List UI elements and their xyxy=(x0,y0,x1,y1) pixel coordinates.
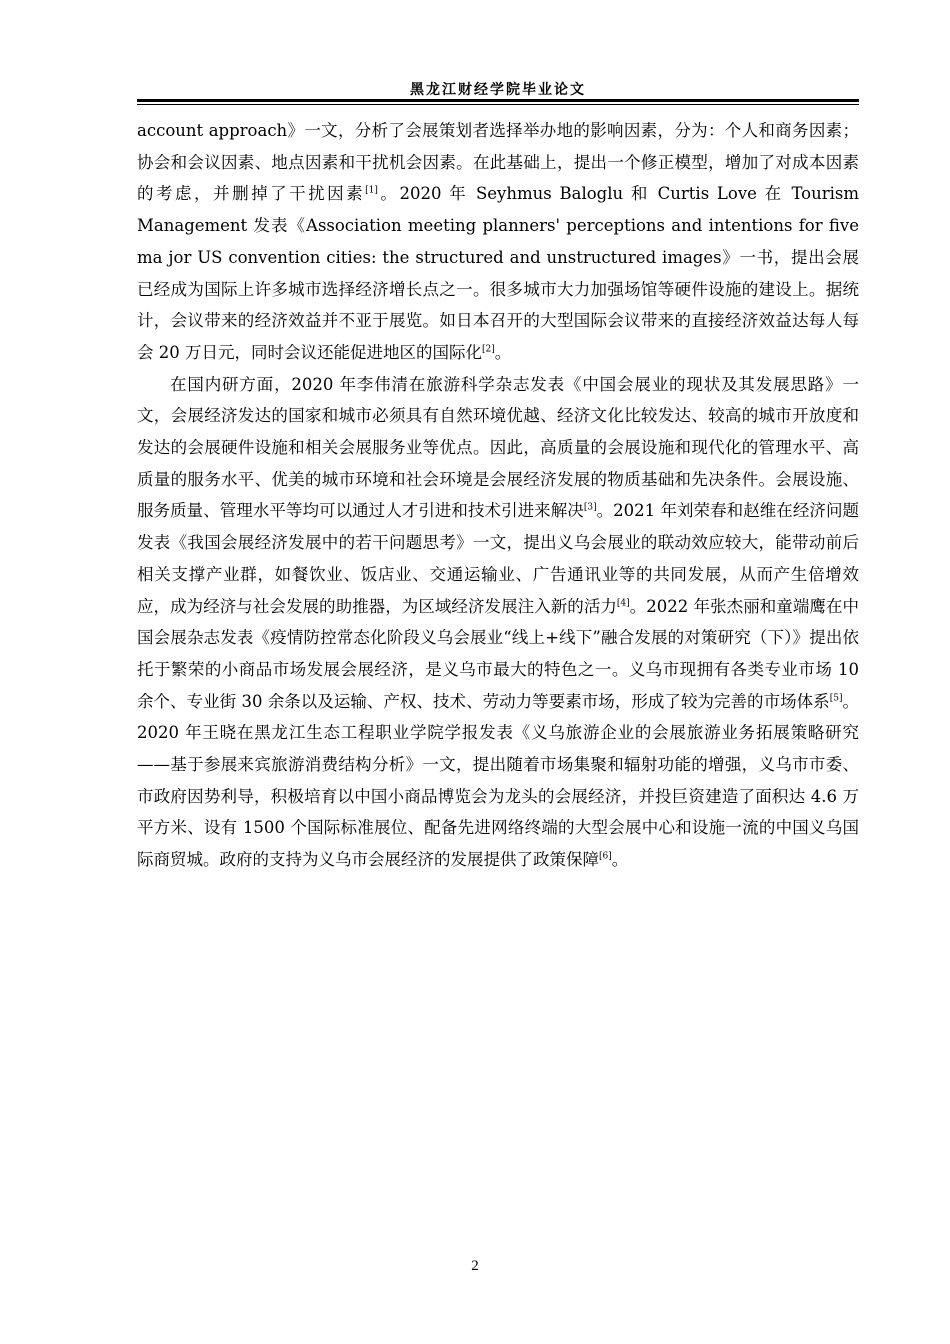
paragraph-text: 。 xyxy=(611,850,629,870)
paragraph-text: account approach》一文，分析了会展策划者选择举办地的影响因素，分为：个人和商务因素；协会和会议因素、地点因素和干扰机会因素。在此基础上，提出一个修正模型，增加了对成本因素的考虑，并删掉了干扰因素 xyxy=(137,121,859,204)
citation-reference: [2] xyxy=(482,344,495,355)
header-rule-thin xyxy=(137,104,859,105)
citation-reference: [4] xyxy=(616,598,630,609)
paragraph xyxy=(137,115,859,369)
header-rule-thick xyxy=(137,99,859,102)
citation-reference: [1] xyxy=(365,185,378,196)
paragraph-text: 。2020 年王晓在黑龙江生态工程职业学院学报发表《义乌旅游企业的会展旅游业务拓展策略研究——基于参展来宾旅游消费结构分析》一文，提出随着市场集聚和辐射功能的增强，义乌市市委、市政府因势利导，积极培育以中国小商品博览会为龙头的会展经济，并投巨资建造了面积达 4.6 万平方米、设有 1500 个国际标准展位、配备先进网络终端的大型会展中心和设施一流的中国义乌国际商贸城。政府的支持为义乌市会展经济的发展提供了政策保障 xyxy=(137,691,859,870)
paragraph-text: 在国内研方面，2020 年李伟清在旅游科学杂志发表《中国会展业的现状及其发展思路》一文，会展经济发达的国家和城市必须具有自然环境优越、经济文化比较发达、较高的城市开放度和发达的会展硬件设施和相关会展服务业等优点。因此，高质量的会展设施和现代化的管理水平、高质量的服务水平、优美的城市环境和社会环境是会展经济发展的物质基础和先决条件。会展设施、服务质量、管理水平等均可以通过人才引进和技术引进来解决 xyxy=(137,374,859,521)
page-header-title: 黑龙江财经学院毕业论文 xyxy=(410,82,586,98)
paragraph-text: 。2022 年张杰丽和童端鹰在中国会展杂志发表《疫情防控常态化阶段义乌会展业“线上+线下”融合发展的对策研究（下）》提出依托于繁荣的小商品市场发展会展经济，是义乌市最大的特色之一。义乌市现拥有各类专业市场 10 余个、专业街 30 余条以及运输、产权、技术、劳动力等要素市场，形成了较为完善的市场体系 xyxy=(137,596,859,711)
citation-reference: [5] xyxy=(829,693,843,704)
paragraph-text: 。2020 年 Seyhmus Baloglu 和 Curtis Love 在 Tourism Management 发表《Association meeting planners' perceptions and intentions for five ma jor US convention cities: the structured and unstructured images》一书，提出会展已经成为国际上许多城市选择经济增长点之一。很多城市大力加强场馆等硬件设施的建设上。据统计，会议带来的经济效益并不亚于展览。如日本召开的大型国际会议带来的直接经济效益达每人每会 20 万日元，同时会议还能促进地区的国际化 xyxy=(137,184,860,362)
paragraph-text: 。 xyxy=(494,342,512,362)
citation-reference: [6] xyxy=(599,851,612,862)
body-text xyxy=(137,115,859,876)
page-number: 2 xyxy=(471,1258,479,1274)
paragraph xyxy=(137,369,859,876)
citation-reference: [3] xyxy=(583,502,597,513)
paragraph-text: 。2021 年刘荣春和赵维在经济问题发表《我国会展经济发展中的若干问题思考》一文，提出义乌会展业的联动效应较大，能带动前后相关支撑产业群，如餐饮业、饭店业、交通运输业、广告通讯业等的共同发展，从而产生倍增效应，成为经济与社会发展的助推器，为区域经济发展注入新的活力 xyxy=(137,501,859,616)
